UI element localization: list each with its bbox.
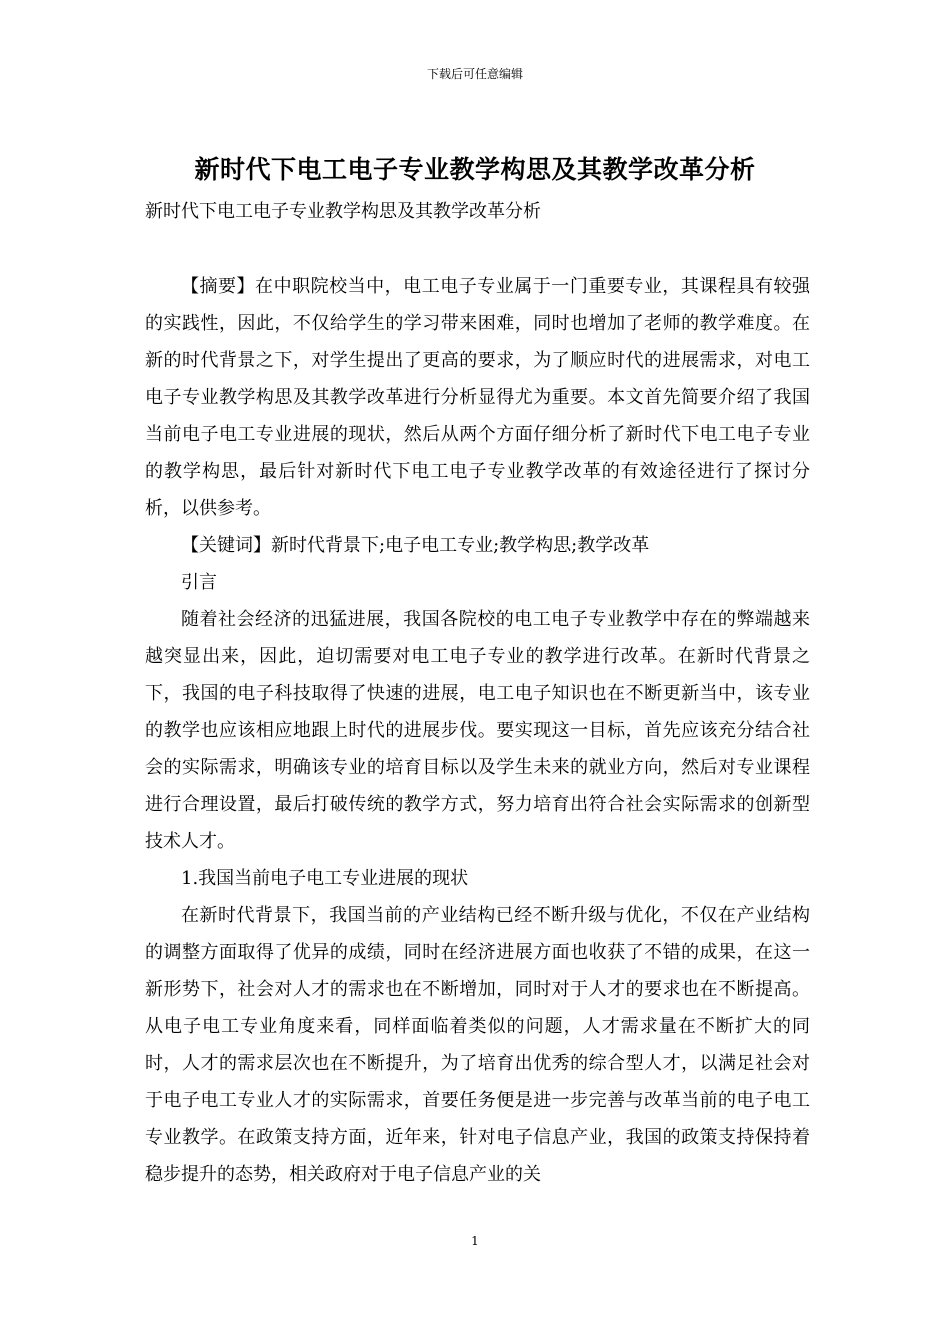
document-subtitle: 新时代下电工电子专业教学构思及其教学改革分析	[145, 201, 541, 222]
header-note: 下载后可任意编辑	[426, 67, 523, 81]
document-title: 新时代下电工电子专业教学构思及其教学改革分析	[194, 155, 756, 184]
section1-paragraph: 在新时代背景下，我国当前的产业结构已经不断升级与优化，不仅在产业结构的调整方面取得了优异的成绩，同时在经济进展方面也收获了不错的成果，在这一新形势下，社会对人才的需求也在不断增加，同时对于人才的要求也在不断提高。从电子电工专业角度来看，同样面临着类似的问题，人才需求量在不断扩大的同时，人才的需求层次也在不断提升，为了培育出优秀的综合型人才，以满足社会对于电子电工专业人才的实际需求，首要任务便是进一步完善与改革当前的电子电工专业教学。在政策支持方面，近年来，针对电子信息产业，我国的政策支持保持着稳步提升的态势，相关政府对于电子信息产业的关	[145, 905, 810, 1185]
page-number: 1	[471, 1234, 479, 1248]
section1-heading: 1.我国当前电子电工专业进展的现状	[181, 868, 469, 889]
intro-paragraph: 随着社会经济的迅猛进展，我国各院校的电工电子专业教学中存在的弊端越来越突显出来，因此，迫切需要对电工电子专业的教学进行改革。在新时代背景之下，我国的电子科技取得了快速的进展，电工电子知识也在不断更新当中，该专业的教学也应该相应地跟上时代的进展步伐。要实现这一目标，首先应该充分结合社会的实际需求，明确该专业的培育目标以及学生未来的就业方向，然后对专业课程进行合理设置，最后打破传统的教学方式，努力培育出符合社会实际需求的创新型技术人才。	[145, 609, 810, 852]
keywords-paragraph: 【关键词】新时代背景下;电子电工专业;教学构思;教学改革	[181, 535, 650, 556]
document-body	[145, 268, 810, 1193]
intro-heading: 引言	[181, 572, 217, 593]
abstract-paragraph: 【摘要】在中职院校当中，电工电子专业属于一门重要专业，其课程具有较强的实践性，因此，不仅给学生的学习带来困难，同时也增加了老师的教学难度。在新的时代背景之下，对学生提出了更高的要求，为了顺应时代的进展需求，对电工电子专业教学构思及其教学改革进行分析显得尤为重要。本文首先简要介绍了我国当前电子电工专业进展的现状，然后从两个方面仔细分析了新时代下电工电子专业的教学构思，最后针对新时代下电工电子专业教学改革的有效途径进行了探讨分析，以供参考。	[145, 276, 810, 519]
